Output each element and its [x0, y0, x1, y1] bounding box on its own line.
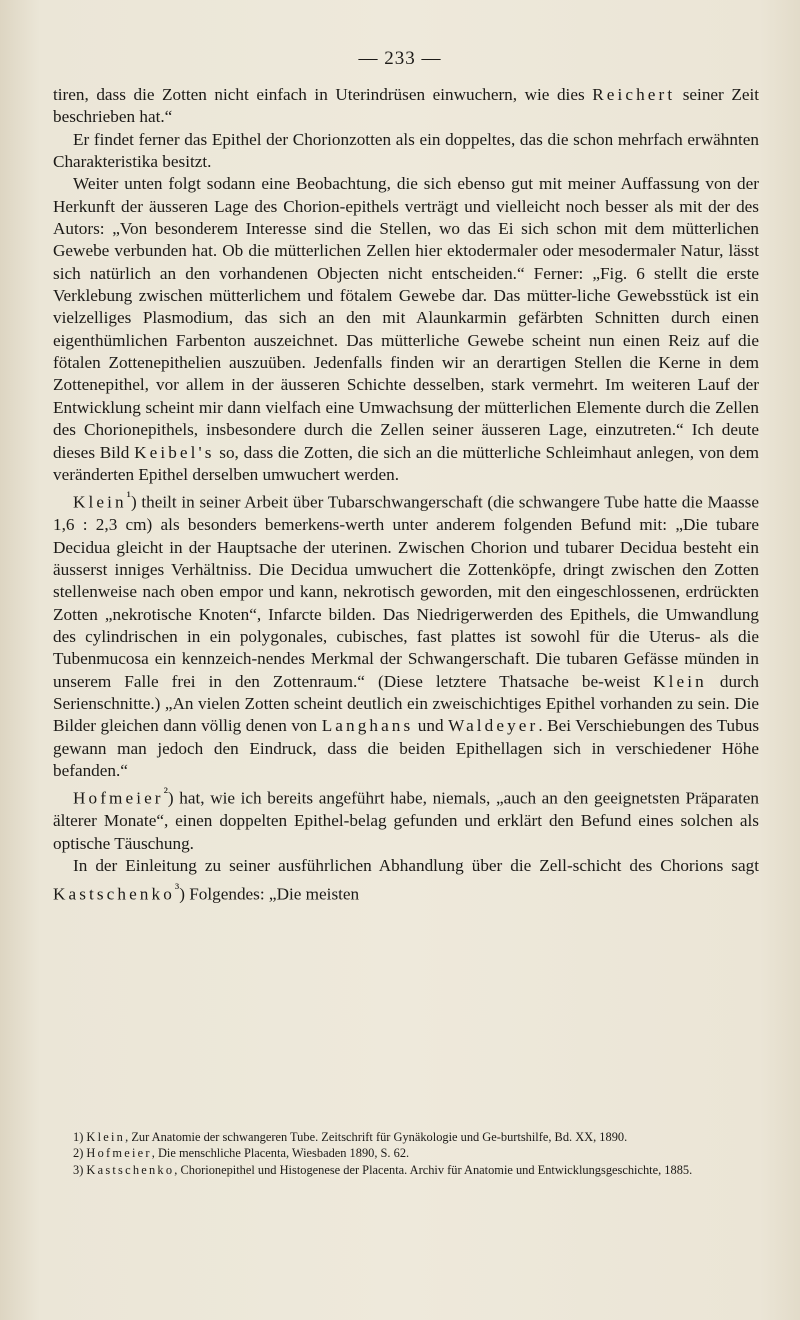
- paragraph: [53, 486, 759, 782]
- author-name: Klein: [73, 492, 127, 512]
- author-name: Kastschenko: [53, 884, 175, 904]
- author-name: Hofmeier: [86, 1146, 152, 1161]
- author-name: Klein: [653, 671, 707, 691]
- paragraph: [53, 782, 759, 855]
- text-run: 2): [73, 1146, 87, 1161]
- page-number: — 233 —: [358, 48, 442, 69]
- footnote-marker: ²: [163, 785, 168, 802]
- footnote-marker: ³: [174, 880, 180, 897]
- text-run: ) Folgendes: „Die meisten: [179, 884, 360, 904]
- text-run: so, dass die Zotten, die sich an die mütterliche Schleimhaut anlegen, von dem veränderten Epithel derselben umwuchert werden.: [53, 442, 759, 484]
- text-run: . Bei Verschiebungen des Tubus gewann man jedoch den Eindruck, dass die beiden Epithellagen sich in verschiedener Höhe befanden.“: [53, 716, 760, 781]
- paragraph: [53, 129, 759, 174]
- author-name: Waldeyer: [448, 716, 539, 736]
- text-run: 3): [73, 1162, 87, 1177]
- footnote-marker: ¹: [126, 489, 131, 506]
- text-run: , Chorionepithel und Histogenese der Placenta. Archiv für Anatomie und Entwicklungsgeschichte, 1885.: [174, 1162, 693, 1177]
- text-run: , Die menschliche Placenta, Wiesbaden 1890, S. 62.: [151, 1146, 410, 1161]
- text-run: 1): [73, 1130, 87, 1144]
- footnote: [53, 1145, 759, 1161]
- paragraph: [53, 855, 759, 905]
- author-name: Klein: [86, 1130, 126, 1144]
- text-run: und: [413, 716, 449, 736]
- text-run: In der Einleitung zu seiner ausführlichen Abhandlung über die Zell-schicht des Chorions sagt: [73, 856, 759, 876]
- text-run: , Zur Anatomie der schwangeren Tube. Zeitschrift für Gynäkologie und Ge-burtshilfe, Bd. XX, 1890.: [125, 1130, 628, 1144]
- author-name: Keibel's: [134, 442, 215, 462]
- paragraph: [53, 84, 759, 129]
- text-run: Er findet ferner das Epithel der Chorionzotten als ein doppeltes, das die schon mehrfach erwähnten Charakteristika besitzt.: [53, 129, 759, 172]
- text-run: seiner Zeit beschrieben hat.“: [53, 85, 759, 127]
- footnote: [53, 1162, 759, 1178]
- text-run: Weiter unten folgt sodann eine Beobachtung, die sich ebenso gut mit meiner Auffassung von der Herkunft der äusseren Lage des Chorion-epithels verträgt und vielleicht noch besser als mit der des Autors: „Von besonderem Interesse sind die Stellen, wo das Ei sich schon mit dem mütterlichen Gewebe verbunden hat. Ob die mütterlichen Zellen hier ektodermaler oder mesodermaler Natur, lässt sich natürlich an den vorhandenen Objecten nicht entscheiden.“ Ferner: „Fig. 6 stellt die erste Verklebung zwischen mütterlichem und fötalem Gewebe dar. Das mütter-liche Gewebsstück ist ein vielzelliges Plasmodium, das sich an den mit Alaunkarmin gefärbten Schnitten durch einen eigenthümlichen Farbenton auszeichnet. Das mütterliche Gewebe scheint nun einen Reiz auf die fötalen Zottenepithelien auszuüben. Jedenfalls finden wir an derartigen Stellen die Kerne in dem Zottenepithel, vor allem in der äusseren Schichte desselben, stark vermehrt. Im weiteren Lauf der Entwicklung scheint mir dann vielfach eine Umwachsung der mütterlichen Elemente durch die Zellen des Chorionepithels, insbesondere durch die Zellen seiner äusseren Lage, einzutreten.“ Ich deute dieses Bild: [53, 174, 759, 462]
- author-name: Kastschenko: [86, 1162, 175, 1177]
- text-run: ) hat, wie ich bereits angeführt habe, niemals, „auch an den geeignetsten Präparaten älterer Monate“, einen doppelten Epithel-belag gefunden und erklärt den Befund eines solchen als optische Täuschung.: [53, 789, 759, 853]
- author-name: Langhans: [321, 716, 414, 736]
- text-run: ) theilt in seiner Arbeit über Tubarschwangerschaft (die schwangere Tube hatte die Maasse 1,6 : 2,3 cm) als besonders bemerkens-werth unter anderem folgenden Befund mit: „Die tubare Decidua gleicht in der Hauptsache der uterinen. Zwischen Chorion und tubarer Decidua besteht ein äusserst inniges Verhältniss. Die Decidua umwuchert die Zottenköpfe, dringt zwischen den Zotten stellenweise nach oben empor und kann, nekrotisch geworden, mit den eingeschlossenen, erdrückten Zotten „nekrotische Knoten“, Infarcte bilden. Das Niedrigerwerden des Epithels, die Umwandlung des cylindrischen in ein polygonales, cubisches, fast plattes ist sowohl für die Uterus- als die Tubenmucosa ein kennzeich-nendes Merkmal der Schwangerschaft. Die tubaren Gefässe münden in unserem Falle frei in den Zottenraum.“ (Diese letztere Thatsache be-weist: [53, 492, 759, 691]
- body-text: [53, 84, 759, 906]
- footnotes: [53, 1129, 759, 1178]
- footnote: [53, 1129, 759, 1145]
- text-run: tiren, dass die Zotten nicht einfach in Uterindrüsen einwuchern, wie dies: [53, 85, 593, 104]
- text-run: durch Serienschnitte.) „An vielen Zotten scheint deutlich ein zweischichtiges Epithel vorhanden zu sein. Die Bilder gleichen dann völlig denen von: [53, 671, 759, 736]
- paragraph: [53, 173, 759, 486]
- author-name: Reichert: [592, 85, 676, 104]
- author-name: Hofmeier: [73, 789, 164, 809]
